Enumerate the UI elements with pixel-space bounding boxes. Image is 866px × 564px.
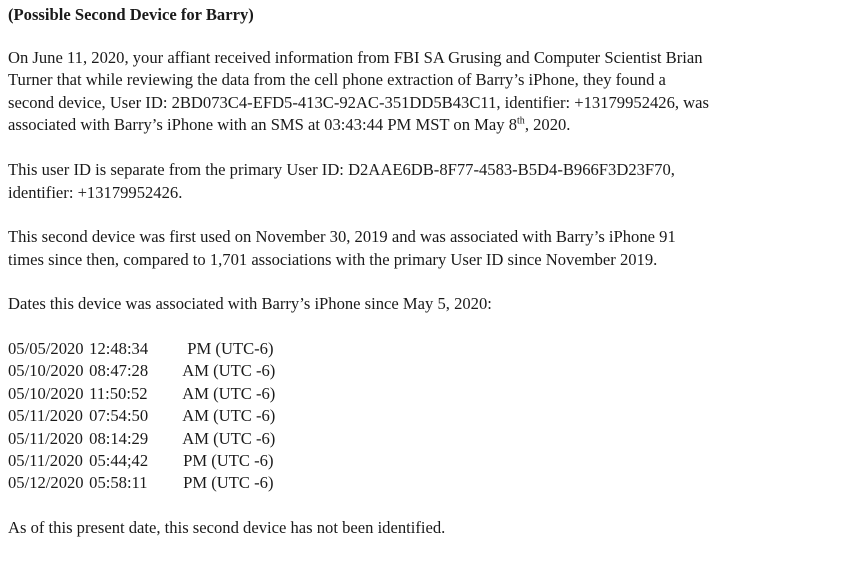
list-item <box>8 360 860 382</box>
ordinal-superscript: th <box>517 115 525 127</box>
timezone-value: AM (UTC -6) <box>179 428 276 448</box>
date-value: 05/05/2020 <box>8 338 84 358</box>
paragraph-line: On June 11, 2020, your affiant received information from FBI SA Grusing and Computer Scientist Brian <box>8 47 703 67</box>
section-heading: (Possible Second Device for Barry) <box>8 5 254 24</box>
paragraph-closing: As of this present date, this second device has not been identified. <box>8 517 446 537</box>
time-value: 12:48:34 <box>85 338 149 358</box>
paragraph-line: This second device was first used on November 30, 2019 and was associated with Barry’s iPhone 91 <box>8 227 676 247</box>
timezone-value: PM (UTC -6) <box>179 450 274 470</box>
timezone-value: AM (UTC -6) <box>179 406 276 426</box>
paragraph-text: associated with Barry’s iPhone with an SMS at 03:43:44 PM MST on May 8 <box>8 115 518 135</box>
paragraph-line <box>8 114 860 137</box>
list-item <box>8 383 860 405</box>
paragraph-affiant-info <box>8 47 860 137</box>
paragraph-line: times since then, compared to 1,701 associations with the primary User ID since November 2019. <box>8 249 658 269</box>
time-value: 11:50:52 <box>85 383 148 403</box>
list-item <box>8 338 860 360</box>
paragraph-dates-intro: Dates this device was associated with Barry’s iPhone since May 5, 2020: <box>8 294 492 314</box>
paragraph-text: , 2020. <box>524 115 571 135</box>
date-value: 05/11/2020 <box>8 406 83 426</box>
timezone-value: AM (UTC -6) <box>179 383 276 403</box>
paragraph-line: identifier: +13179952426. <box>8 182 183 202</box>
paragraph-line: This user ID is separate from the primary User ID: D2AAE6DB-8F77-4583-B5D4-B966F3D23F70, <box>8 159 675 179</box>
dates-list <box>8 338 860 495</box>
paragraph-line: second device, User ID: 2BD073C4-EFD5-413C-92AC-351DD5B43C11, identifier: +13179952426, was <box>8 92 709 112</box>
timezone-value: AM (UTC -6) <box>179 361 276 381</box>
time-value: 08:47:28 <box>85 361 149 381</box>
time-value: 07:54:50 <box>85 406 149 426</box>
date-value: 05/10/2020 <box>8 361 84 381</box>
time-value: 05:44;42 <box>85 450 149 470</box>
paragraph-user-id <box>8 159 860 204</box>
document-page <box>8 0 860 539</box>
paragraph-first-used <box>8 226 860 271</box>
list-item <box>8 405 860 427</box>
time-value: 08:14:29 <box>85 428 149 448</box>
date-value: 05/11/2020 <box>8 450 83 470</box>
timezone-value: PM (UTC-6) <box>179 338 274 358</box>
date-value: 05/10/2020 <box>8 383 84 403</box>
list-item <box>8 472 860 494</box>
list-item <box>8 450 860 472</box>
time-value: 05:58:11 <box>85 473 148 493</box>
timezone-value: PM (UTC -6) <box>179 473 274 493</box>
list-item <box>8 428 860 450</box>
date-value: 05/11/2020 <box>8 428 83 448</box>
paragraph-line: Turner that while reviewing the data from the cell phone extraction of Barry’s iPhone, they found a <box>8 70 666 90</box>
date-value: 05/12/2020 <box>8 473 84 493</box>
